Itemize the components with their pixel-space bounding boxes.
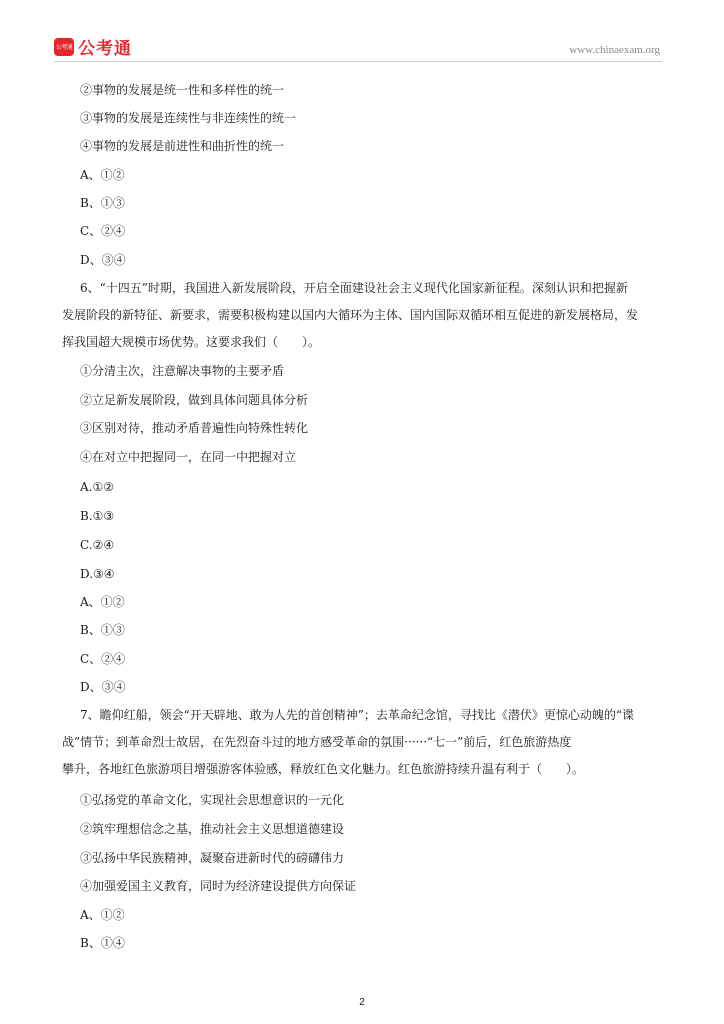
question-7-statement-1: ①弘扬党的革命文化，实现社会思想意识的一元化 — [80, 793, 345, 807]
question-6-alt-option-a: A、①② — [80, 595, 125, 609]
question-6-statement-4: ④在对立中把握同一，在同一中把握对立 — [80, 450, 297, 464]
question-6-option-d: D.③④ — [80, 567, 115, 581]
question-6-alt-option-d: D、③④ — [80, 680, 126, 694]
question-6-option-c: C.②④ — [80, 538, 115, 552]
question-7-stem — [62, 707, 670, 777]
statement-3: ③事物的发展是连续性与非连续性的统一 — [80, 111, 297, 125]
statement-4: ④事物的发展是前进性和曲折性的统一 — [80, 139, 285, 153]
option-d: D、③④ — [80, 253, 126, 267]
site-url: www.chinaexam.org — [569, 44, 660, 56]
statement-2: ②事物的发展是统一性和多样性的统一 — [80, 83, 285, 97]
question-6-alt-option-c: C、②④ — [80, 652, 126, 666]
option-c: C、②④ — [80, 224, 126, 238]
page-number: 2 — [359, 997, 365, 1008]
logo-text: 公考通 — [78, 39, 132, 59]
brand-logo[interactable] — [54, 34, 132, 59]
question-6-statement-2: ②立足新发展阶段，做到具体问题具体分析 — [80, 393, 309, 407]
question-7-statement-3: ③弘扬中华民族精神，凝聚奋进新时代的磅礴伟力 — [80, 851, 345, 865]
option-b: B、①③ — [80, 196, 125, 210]
option-a: A、①② — [80, 168, 125, 182]
question-7-statement-2: ②筑牢理想信念之基，推动社会主义思想道德建设 — [80, 822, 345, 836]
question-6-alt-option-b: B、①③ — [80, 623, 125, 637]
question-7-line-3: 攀升，各地红色旅游项目增强游客体验感，释放红色文化魅力。红色旅游持续升温有利于（ ）。 — [62, 762, 585, 776]
question-6-line-2: 发展阶段的新特征、新要求，需要积极构建以国内大循环为主体、国内国际双循环相互促进的新发展格局，发 — [62, 308, 639, 322]
question-6-line-3: 挥我国超大规模市场优势。这要求我们（ ）。 — [62, 335, 321, 349]
question-6-statement-3: ③区别对待，推动矛盾普遍性向特殊性转化 — [80, 421, 309, 435]
page-header — [0, 0, 724, 64]
question-7-statement-4: ④加强爱国主义教育，同时为经济建设提供方向保证 — [80, 879, 357, 893]
question-7-option-a: A、①② — [80, 908, 125, 922]
question-6-line-1: 6、“十四五”时期，我国进入新发展阶段，开启全面建设社会主义现代化国家新征程。深刻认识和把握新 — [80, 281, 628, 295]
question-6-statement-1: ①分清主次，注意解决事物的主要矛盾 — [80, 364, 285, 378]
header-divider — [54, 61, 662, 62]
question-6-option-b: B.①③ — [80, 509, 115, 523]
question-7-line-2: 战”情节；到革命烈士故居，在先烈奋斗过的地方感受革命的氛围······“七一”前后，红色旅游热度 — [62, 735, 572, 749]
question-7-line-1: 7、瞻仰红船，领会“开天辟地、敢为人先的首创精神”；去革命纪念馆，寻找比《潜伏》更惊心动魄的“谍 — [80, 708, 635, 722]
logo-badge-icon: 公考通 — [54, 38, 74, 56]
question-6-stem — [62, 280, 670, 350]
question-6-option-a: A.①② — [80, 480, 114, 494]
question-7-option-b: B、①④ — [80, 936, 125, 950]
